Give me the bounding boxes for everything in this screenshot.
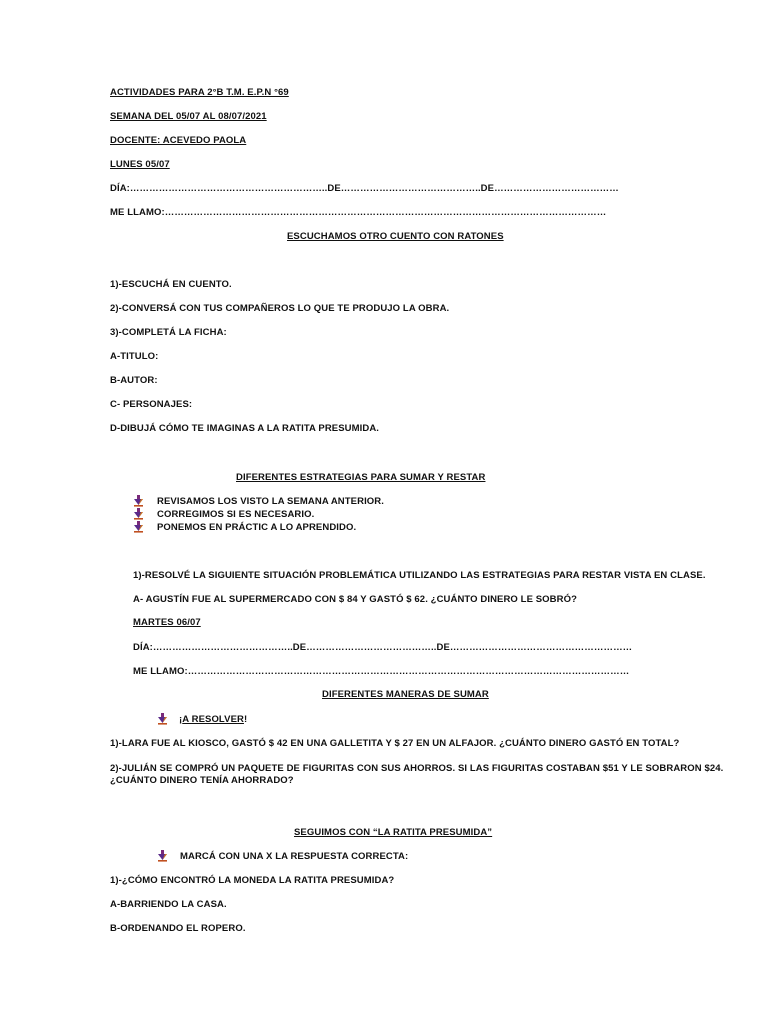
field-characters: C- PERSONAJES: [110,399,193,410]
monday-name-line: ME LLAMO:………………………………………………………………………………………………………………………… [110,207,607,218]
week-range: SEMANA DEL 05/07 AL 08/07/2021 [110,111,267,122]
task-1: 1)-ESCUCHÁ EN CUENTO. [110,279,232,290]
option-b: B-ORDENANDO EL ROPERO. [110,923,246,934]
sum-heading: DIFERENTES MANERAS DE SUMAR [322,689,489,700]
field-author: B-AUTOR: [110,375,158,386]
tuesday-title: MARTES 06/07 [133,617,201,628]
problem-1: 1)-LARA FUE AL KIOSCO, GASTÓ $ 42 EN UNA GALLETITA Y $ 27 EN UN ALFAJOR. ¿CUÁNTO DINERO GASTÓ EN TOTAL? [110,738,680,749]
bullet-icon [133,521,145,533]
task-3: 3)-COMPLETÁ LA FICHA: [110,327,227,338]
bullet-item: CORREGIMOS SI ES NECESARIO. [157,509,315,520]
tuesday-name-line: ME LLAMO:………………………………………………………………………………………………………………………… [133,666,630,677]
problem-intro: 1)-RESOLVÉ LA SIGUIENTE SITUACIÓN PROBLEMÁTICA UTILIZANDO LAS ESTRATEGIAS PARA RESTAR VISTA EN CLASE. [133,570,706,581]
task-2: 2)-CONVERSÁ CON TUS COMPAÑEROS LO QUE TE PRODUJO LA OBRA. [110,303,450,314]
field-drawing: D-DIBUJÁ CÓMO TE IMAGINAS A LA RATITA PRESUMIDA. [110,423,380,434]
bullet-icon [157,713,169,725]
option-a: A-BARRIENDO LA CASA. [110,899,227,910]
problem-2-line2: ¿CUÁNTO DINERO TENÍA AHORRADO? [110,775,294,786]
ratita-heading: SEGUIMOS CON “LA RATITA PRESUMIDA” [294,827,493,838]
math-heading: DIFERENTES ESTRATEGIAS PARA SUMAR Y RESTAR [236,472,486,483]
monday-title: LUNES 05/07 [110,159,170,170]
bullet-icon [133,508,145,520]
tuesday-date-line: DÍA:……………………………………..DE…………………………………..DE………………………………………………… [133,642,633,653]
bullet-icon [157,850,169,862]
bullet-icon [133,495,145,507]
document-title: ACTIVIDADES PARA 2°B T.M. E.P.N °69 [110,87,289,98]
problem-a: A- AGUSTÍN FUE AL SUPERMERCADO CON $ 84 Y GASTÓ $ 62. ¿CUÁNTO DINERO LE SOBRÓ? [133,594,577,605]
monday-date-line: DÍA:……………………………………………………..DE……………………………………..DE………………………………… [110,183,619,194]
bullet-item: REVISAMOS LOS VISTO LA SEMANA ANTERIOR. [157,496,384,507]
instruction: MARCÁ CON UNA X LA RESPUESTA CORRECTA: [180,851,409,862]
bullet-item: PONEMOS EN PRÁCTIC A LO APRENDIDO. [157,522,357,533]
field-title: A-TITULO: [110,351,159,362]
teacher-name: DOCENTE: ACEVEDO PAOLA [110,135,247,146]
question-1: 1)-¿CÓMO ENCONTRÓ LA MONEDA LA RATITA PRESUMIDA? [110,875,395,886]
story-heading: ESCUCHAMOS OTRO CUENTO CON RATONES [287,231,504,242]
resolve-label: ¡A RESOLVER! [179,714,248,725]
problem-2-line1: 2)-JULIÁN SE COMPRÓ UN PAQUETE DE FIGURITAS CON SUS AHORROS. SI LAS FIGURITAS COSTABAN $51 Y LE SOBRARON $24. [110,763,724,774]
